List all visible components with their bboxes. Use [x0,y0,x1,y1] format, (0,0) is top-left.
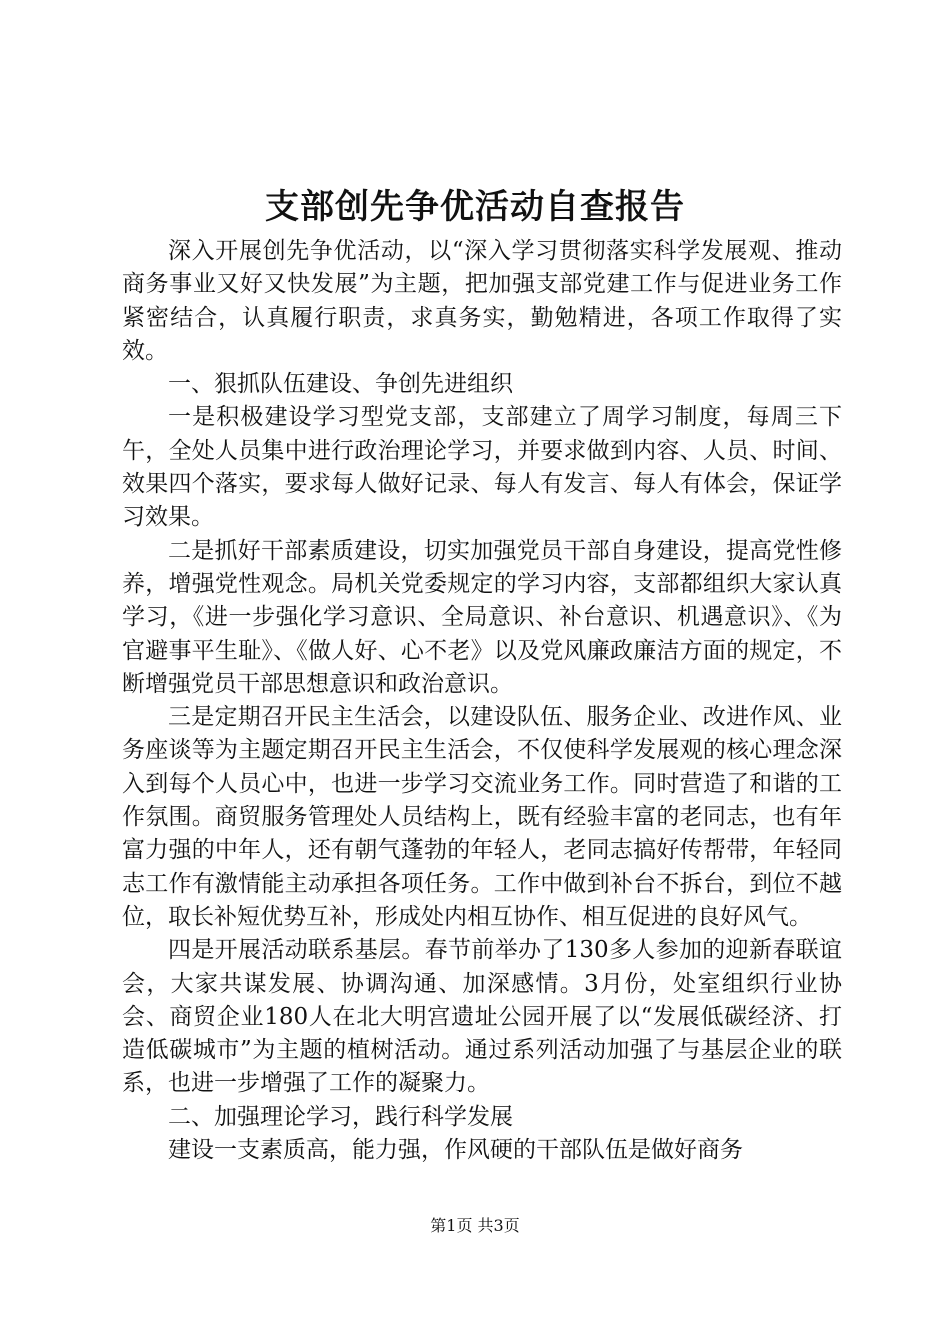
section-heading-2: 二、加强理论学习，践行科学发展 [168,1103,513,1130]
page-number-footer: 第1页 共3页 [430,1216,520,1235]
body-paragraph: 四是开展活动联系基层。春节前举办了130多人参加的迎新春联谊会，大家共谋发展、协调沟通、加深感情。3月份，处室组织行业协会、商贸企业180人在北大明宫遗址公园开展了以“发展低碳经济、打造低碳城市”为主题的植树活动。通过系列活动加强了与基层企业的联系，也进一步增强了工作的凝聚力。 [122,937,842,1097]
document-body [122,235,842,1167]
body-paragraph: 三是定期召开民主生活会，以建设队伍、服务企业、改进作风、业务座谈等为主题定期召开民主生活会，不仅使科学发展观的核心理念深入到每个人员心中，也进一步学习交流业务工作。同时营造了和谐的工作氛围。商贸服务管理处人员结构上，既有经验丰富的老同志，也有年富力强的中年人，还有朝气蓬勃的年轻人，老同志搞好传帮带，年轻同志工作有激情能主动承担各项任务。工作中做到补台不拆台，到位不越位，取长补短优势互补，形成处内相互协作、相互促进的良好风气。 [122,704,842,930]
body-paragraph: 建设一支素质高，能力强，作风硬的干部队伍是做好商务 [168,1137,743,1164]
body-paragraph: 二是抓好干部素质建设，切实加强党员干部自身建设，提高党性修养，增强党性观念。局机关党委规定的学习内容，支部都组织大家认真学习，《进一步强化学习意识、全局意识、补台意识、机遇意识》、《为官避事平生耻》、《做人好、心不老》以及党风廉政廉洁方面的规定，不断增强党员干部思想意识和政治意识。 [122,537,842,697]
document-title: 支部创先争优活动自查报告 [265,187,685,227]
section-heading-1: 一、狠抓队伍建设、争创先进组织 [168,371,513,398]
body-paragraph: 一是积极建设学习型党支部，支部建立了周学习制度，每周三下午，全处人员集中进行政治理论学习，并要求做到内容、人员、时间、效果四个落实，要求每人做好记录、每人有发言、每人有体会，保证学习效果。 [122,404,842,531]
intro-paragraph: 深入开展创先争优活动，以“深入学习贯彻落实科学发展观、推动商务事业又好又快发展”为主题，把加强支部党建工作与促进业务工作紧密结合，认真履行职责，求真务实，勤勉精进，各项工作取得了实效。 [122,238,842,364]
